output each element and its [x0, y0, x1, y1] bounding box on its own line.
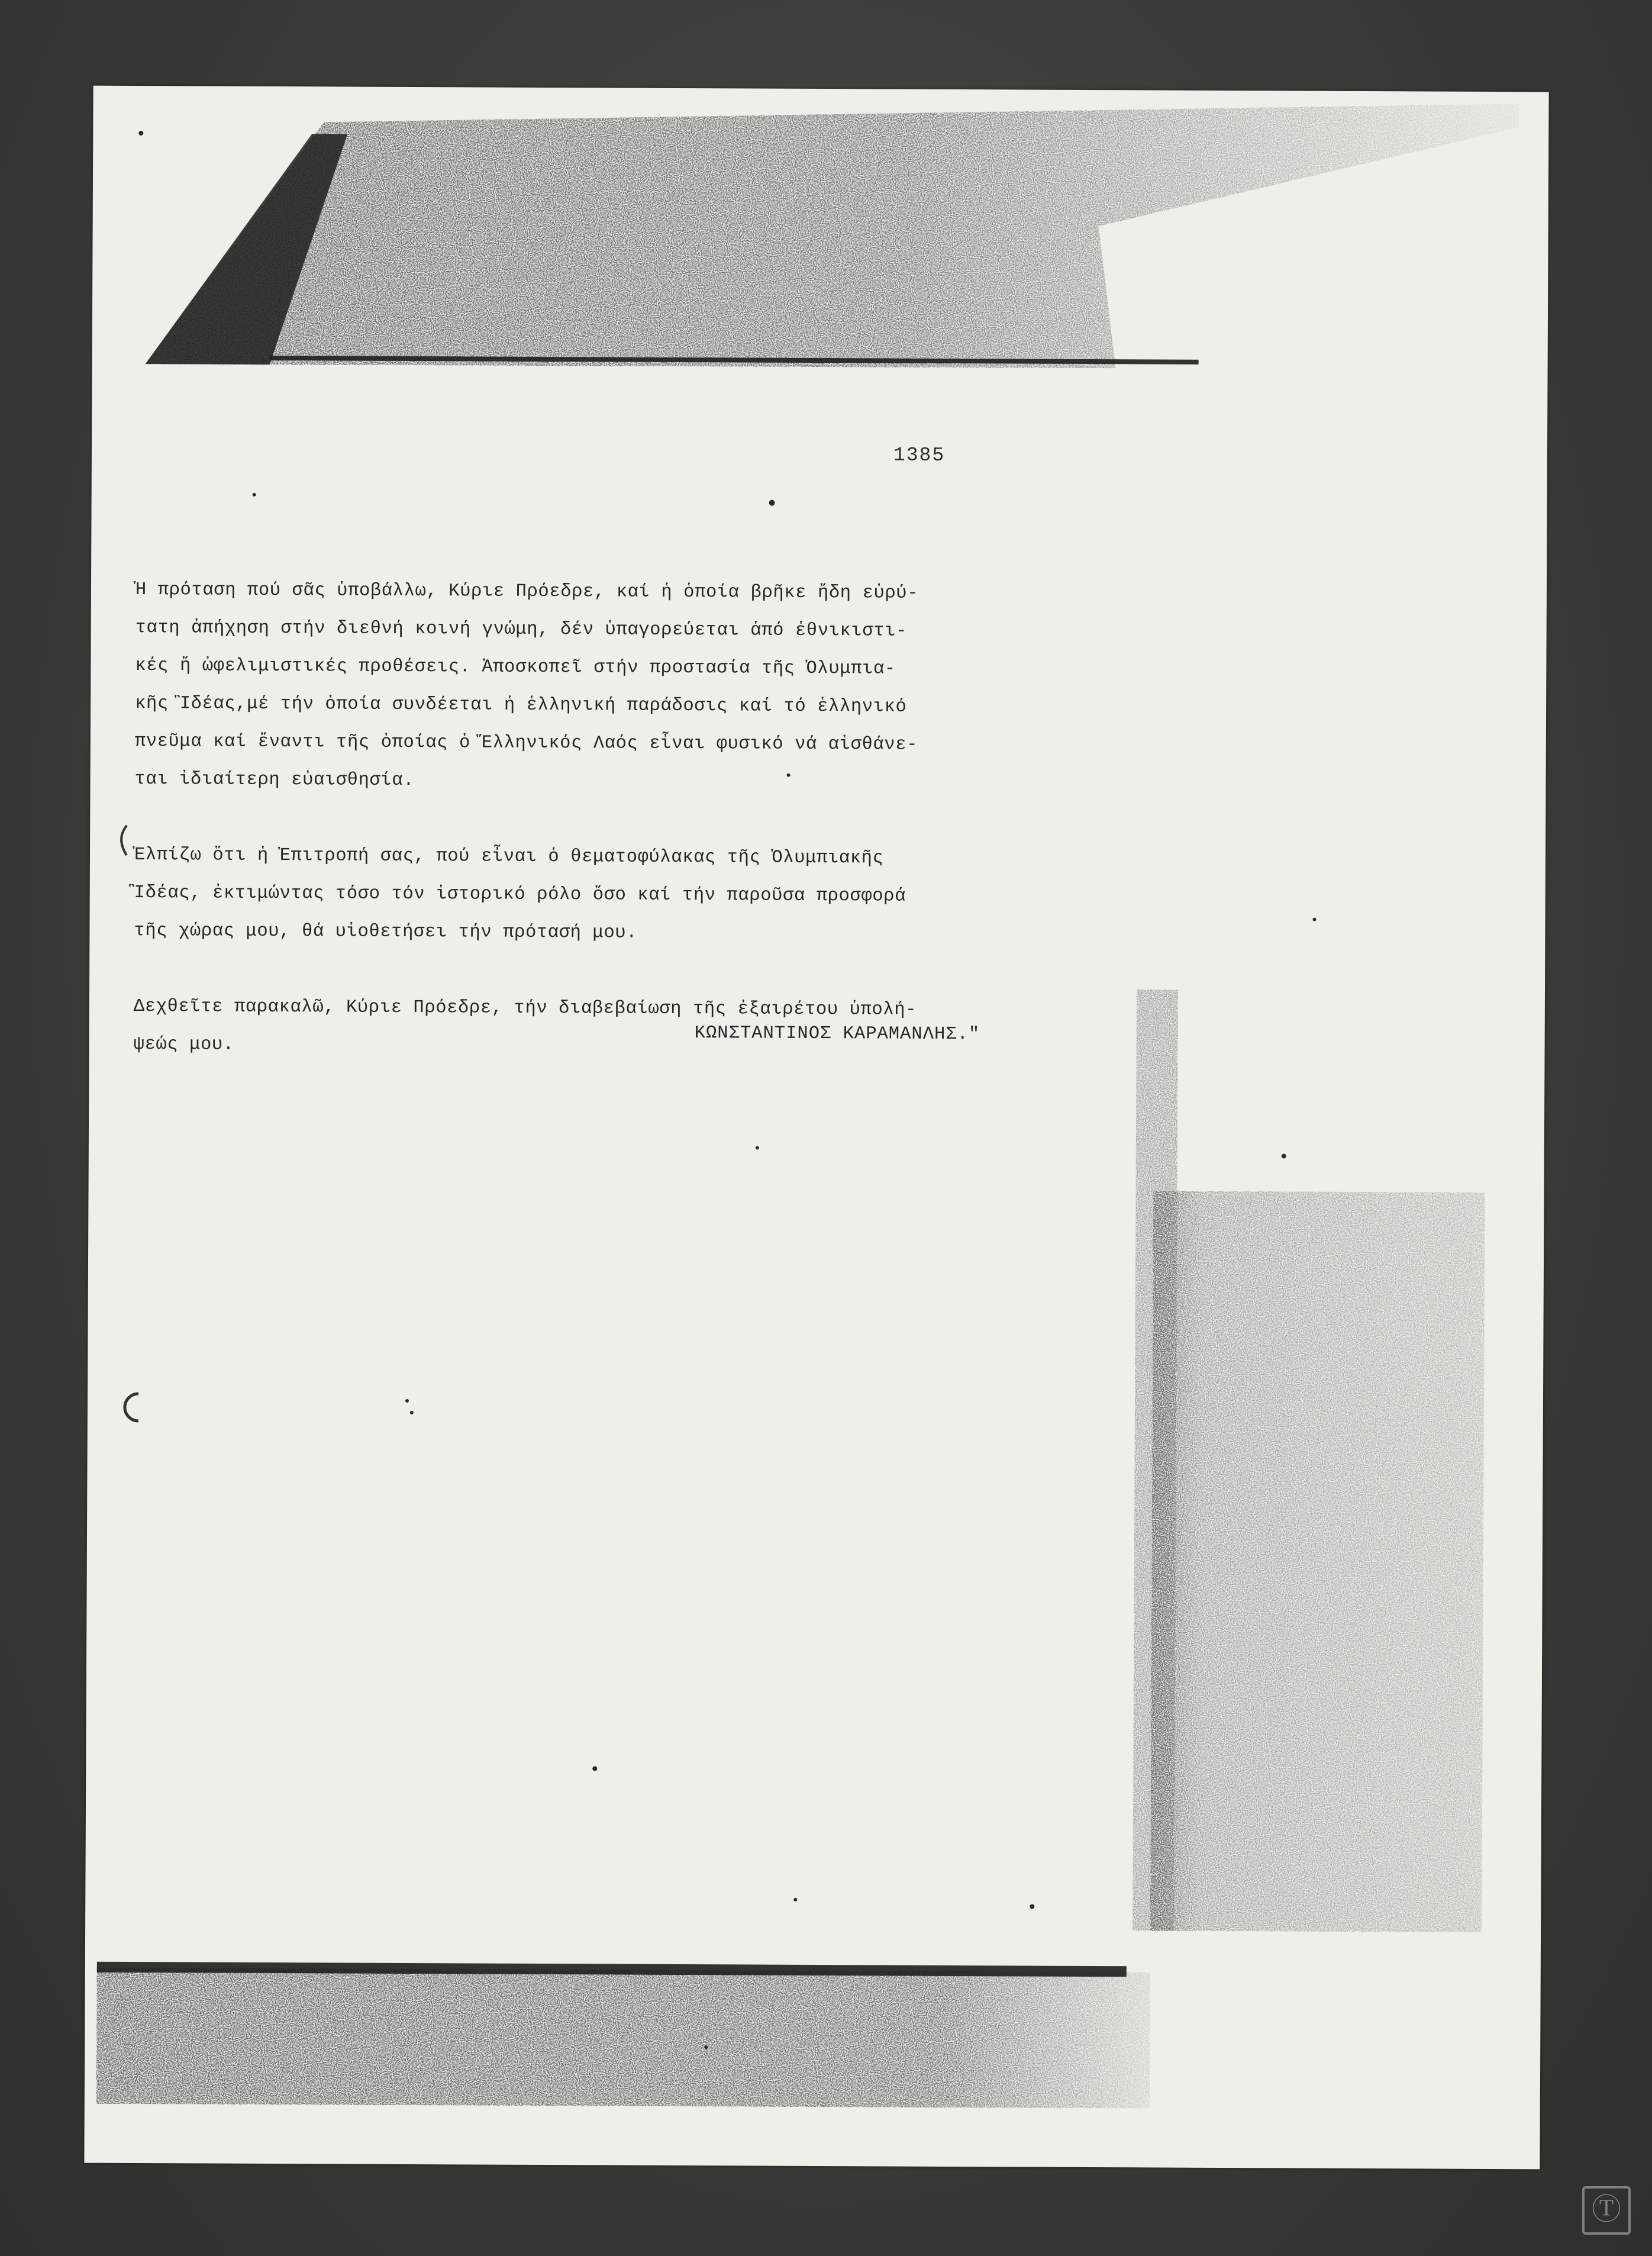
paragraph-2	[134, 836, 1111, 954]
text-line: πνεῦμα καί ἔναντι τῆς ὁποίας ὁ Ἕλληνικός Λαός εἶναι φυσικό νά αἰσθάνε-	[134, 731, 918, 755]
right-toner-patch	[1132, 990, 1486, 1932]
document-page	[84, 86, 1548, 2170]
text-line: Δεχθεῖτε παρακαλῶ, Κύριε Πρόεδρε, τήν διαβεβαίωση τῆς ἐξαιρέτου ὑπολή-	[133, 996, 917, 1020]
text-line: Ἡ πρόταση πού σᾶς ὑποβάλλω, Κύριε Πρόεδρε, καί ἡ ὁποία βρῆκε ἤδη εὐρύ-	[135, 579, 919, 604]
bottom-toner-band	[96, 1962, 1150, 2109]
archive-emblem-icon: Ⓣ	[1582, 2186, 1631, 2235]
text-line: κῆς Ἳδέας,μέ τήν ὁποία συνδέεται ἡ ἑλληνική παράδοσις καί τό ἑλληνικό	[135, 693, 907, 717]
top-toner-wedge	[146, 98, 1519, 370]
text-line: τατη ἀπήχηση στήν διεθνή κοινή γνώμη, δέν ὑπαγορεύεται ἀπό ἐθνικιστι-	[135, 617, 908, 642]
page-number: 1385	[893, 444, 946, 466]
paragraph-1	[134, 571, 1112, 803]
text-line: Ἐλπίζω ὅτι ἡ Ἐπιτροπή σας, πού εἶναι ὁ θεματοφύλακας τῆς Ὀλυμπιακῆς	[134, 845, 884, 869]
photocopy-artifacts	[84, 86, 1548, 2170]
text-line: ψεώς μου.	[133, 1034, 234, 1055]
signature-line: ΚΩΝΣΤΑΝΤΙΝΟΣ ΚΑΡΑΜΑΝΛΗΣ."	[694, 1023, 980, 1045]
text-line: τῆς χώρας μου, θά υἱοθετήσει τήν πρότασή μου.	[134, 920, 638, 943]
text-line: ται ἰδιαίτερη εὐαισθησία.	[134, 769, 415, 791]
text-line: κές ἤ ὠφελιμιστικές προθέσεις. Ἀποσκοπεῖ στήν προστασία τῆς Ὀλυμπια-	[135, 655, 896, 679]
text-line: Ἳδέας, ἐκτιμώντας τόσο τόν ἱστορικό ρόλο ὅσο καί τήν παροῦσα προσφορά	[134, 882, 906, 907]
